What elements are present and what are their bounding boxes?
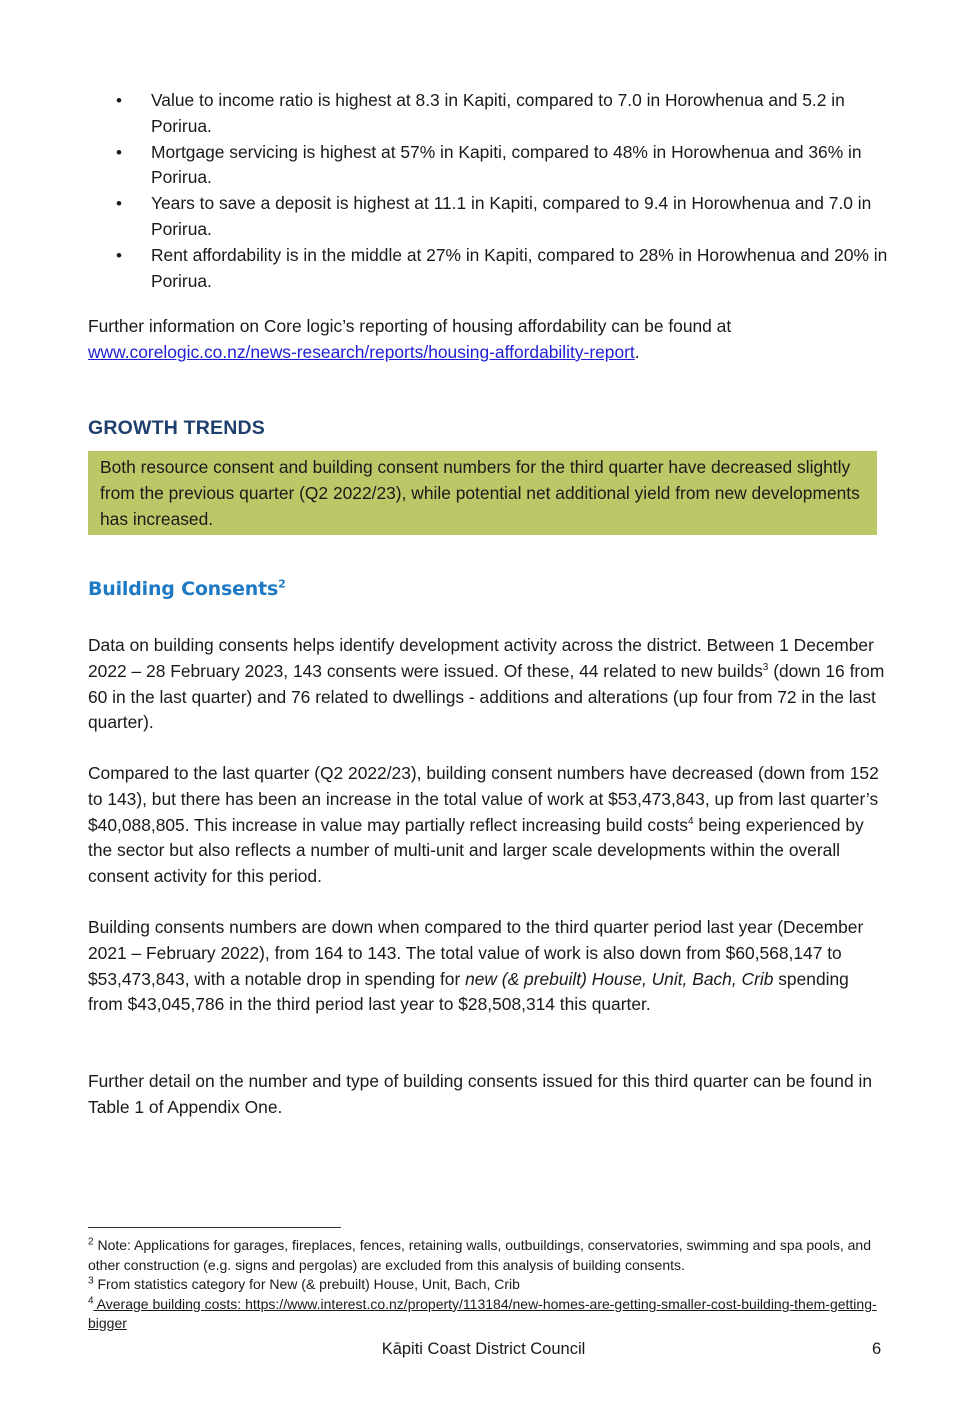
building-consents-heading-text: Building Consents	[88, 578, 279, 600]
further-info-text: Further information on Core logic’s reporting of housing affordability can be found at	[88, 316, 732, 336]
footnote-text: From statistics category for New (& prebuilt) House, Unit, Bach, Crib	[93, 1276, 520, 1293]
paragraph-text: Compared to the last quarter (Q2 2022/23), building consent numbers have decreased (down from 152 to 143), but there has been an increase in the total value of work at $53,473,843, up from last quarter’s $40,088,805. This increase in value may partially reflect increasing build costs	[88, 763, 879, 835]
footnote-number: 2	[88, 1236, 94, 1248]
bullet-text: Rent affordability is in the middle at 27% in Kapiti, compared to 28% in Horowhenua and 20% in Porirua.	[151, 244, 888, 291]
footnote-ref: 4	[687, 815, 694, 827]
consents-paragraph-3	[88, 915, 888, 1018]
footnote-number: 3	[88, 1275, 94, 1287]
footnote-link-text[interactable]: Average building costs: https://www.interest.co.nz/property/113184/new-homes-are-getting-smaller-cost-building-them-getting-bigger	[88, 1295, 877, 1332]
footnotes	[88, 1236, 888, 1334]
paragraph-text: Data on building consents helps identify development activity across the district. Between 1 December 2022 – 28 February 2023, 143 consents were issued. Of these, 44 related to new builds	[88, 635, 874, 681]
bullet-dot: •	[116, 91, 122, 110]
paragraph-text: spending from $43,045,786 in the third period last year to $28,508,314 this quarter.	[88, 968, 849, 1015]
corelogic-report-link[interactable]: www.corelogic.co.nz/news-research/reports/housing-affordability-report	[88, 341, 635, 362]
consents-paragraph-2	[88, 761, 888, 890]
further-info-paragraph	[88, 314, 888, 366]
bullet-text: Years to save a deposit is highest at 11.1 in Kapiti, compared to 9.4 in Horowhenua and 7.0 in Porirua.	[151, 193, 872, 239]
bullet-item	[88, 88, 888, 140]
footnote-2	[88, 1236, 888, 1275]
paragraph-italic-text: new (& prebuilt) House, Unit, Bach, Crib	[465, 968, 774, 989]
growth-summary-callout	[88, 451, 877, 535]
footnote-ref: 2	[278, 577, 286, 591]
bullet-item	[88, 140, 888, 192]
paragraph-text: Building consents numbers are down when compared to the third quarter period last year (December 2021 – February 2022), from 164 to 143. The total value of work is also down from $60,568,147 to $53,473,843, with a notable drop in spending for	[88, 917, 864, 989]
footnote-4	[88, 1295, 888, 1334]
footnote-text: Note: Applications for garages, fireplaces, fences, retaining walls, outbuildings, conservatories, swimming and spa pools, and other construction (e.g. signs and pergolas) are excluded from this analysis of building consents.	[88, 1237, 871, 1273]
consents-paragraph-1	[88, 633, 888, 736]
footnote-3	[88, 1275, 888, 1295]
bullet-text: Mortgage servicing is highest at 57% in Kapiti, compared to 48% in Horowhenua and 36% in Porirua.	[151, 141, 862, 188]
link-period: .	[634, 341, 640, 362]
footnote-separator	[88, 1227, 341, 1228]
bullet-dot: •	[116, 142, 122, 162]
footnote-number: 4	[88, 1295, 94, 1307]
bullet-item	[88, 191, 888, 243]
building-consents-heading	[88, 578, 286, 600]
bullet-text: Value to income ratio is highest at 8.3 in Kapiti, compared to 7.0 in Horowhenua and 5.2 in Porirua.	[151, 90, 845, 136]
page-number: 6	[872, 1340, 882, 1358]
bullet-dot: •	[116, 245, 122, 265]
paragraph-text: (down 16 from 60 in the last quarter) and 76 related to dwellings - additions and alterations (up four from 72 in the last quarter).	[88, 660, 885, 733]
paragraph-text: being experienced by the sector but also reflects a number of multi-unit and larger scale developments within the overall consent activity for this period.	[88, 814, 864, 887]
footer-council-name: Kāpiti Coast District Council	[381, 1340, 586, 1358]
bullet-dot: •	[116, 194, 122, 214]
consents-paragraph-4	[88, 1069, 888, 1121]
footnote-ref: 3	[762, 662, 769, 673]
bullet-item	[88, 243, 888, 295]
growth-trends-heading: GROWTH TRENDS	[88, 417, 266, 439]
callout-text: Both resource consent and building consent numbers for the third quarter have decreased slightly from the previous quarter (Q2 2022/23), while potential net additional yield from new developments has increased.	[100, 457, 860, 529]
affordability-bullet-list	[88, 88, 888, 294]
paragraph-text: Further detail on the number and type of building consents issued for this third quarter can be found in Table 1 of Appendix One.	[88, 1071, 873, 1117]
